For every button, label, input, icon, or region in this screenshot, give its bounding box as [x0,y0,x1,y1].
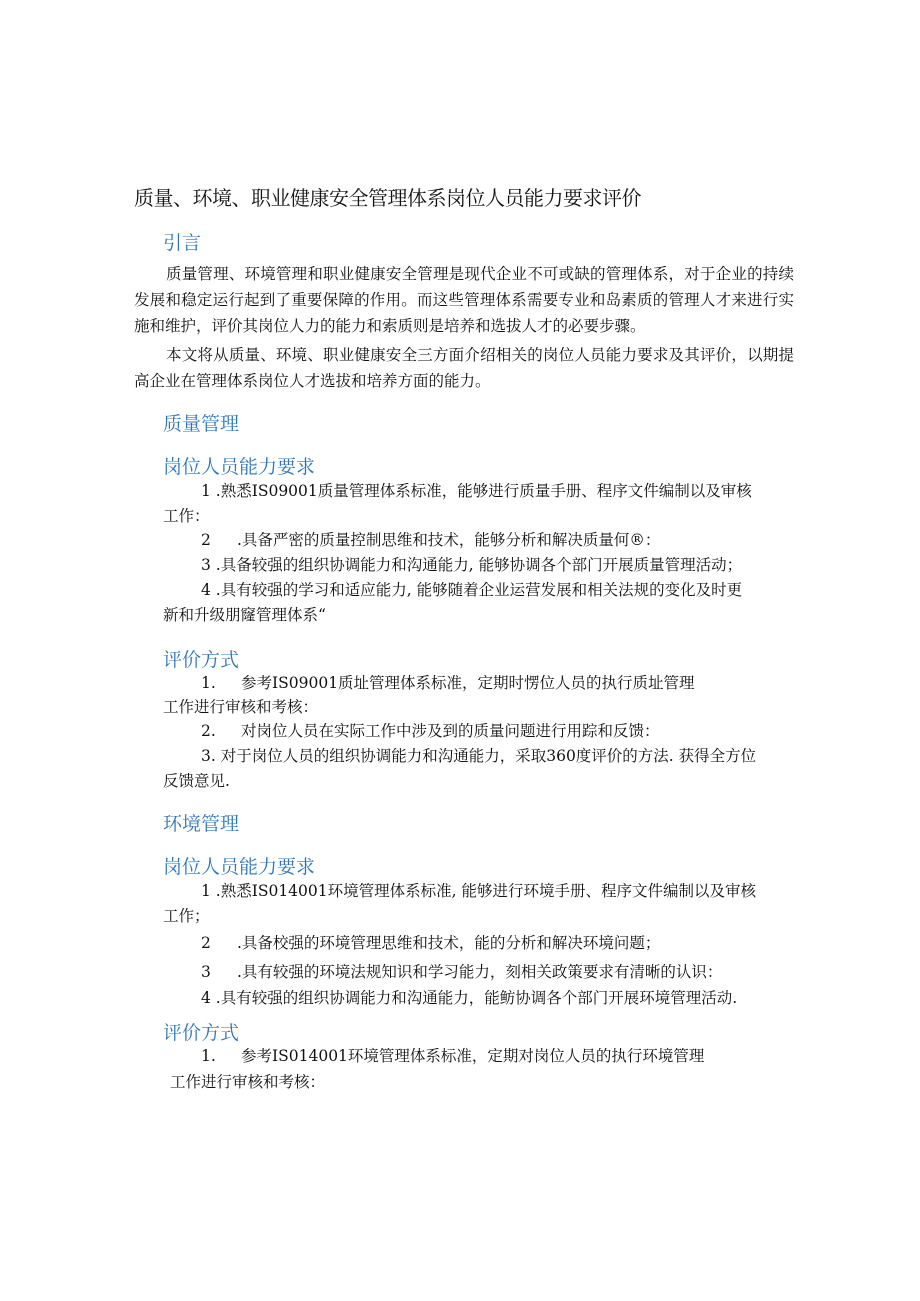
environment-eval-1-cont: 工作进行审核和考核： [170,1073,326,1091]
environment-req-4: 4 .具有较强的组织协调能力和沟通能力，能鲂协调各个部门开展环境管理活动. [201,989,738,1007]
quality-eval-1-number: 1. [201,674,216,692]
environment-requirements-heading: 岗位人员能力要求 [163,856,316,878]
environment-eval-1 [201,1043,704,1069]
intro-paragraph-1: 质量管理、环境管理和职业健康安全管理是现代企业不可或缺的管理体系，对于企业的持续发展和稳定运行起到了重要保障的作用。而这些管理体系需要专业和岛素质的管理人才来进行实施和维护，评价其岗位人力的能力和索质则是培养和选拔人才的必要步骤。 [134,265,794,335]
quality-requirements-heading: 岗位人员能力要求 [163,456,316,478]
environment-req-2-number: 2 [201,934,211,952]
quality-req-1-cont: 工作： [163,507,210,525]
document-title: 质量、环境、职业健康安全管理体系岗位人员能力要求评价 [134,186,641,210]
quality-eval-3: 3. 对于岗位人员的组织协调能力和沟通能力，采取360度评价的方法. 获得全方位 [201,747,757,765]
environment-evaluation-heading: 评价方式 [163,1022,240,1044]
quality-eval-1 [201,670,695,696]
intro-paragraph-2: 本文将从质量、环境、职业健康安全三方面介绍相关的岗位人员能力要求及其评价，以期提高企业在管理体系岗位人才选拔和培养方面的能力。 [134,346,794,390]
quality-heading: 质量管理 [163,413,240,435]
quality-req-2-number: 2 [201,531,211,549]
quality-req-1: 1 .熟悉IS09001质量管理体系标准，能够进行质量手册、程序文件编制以及审核 [201,482,752,500]
quality-req-4: 4 .具有较强的学习和适应能力, 能够随着企业运营发展和相关法规的变化及时更 [201,581,743,599]
quality-eval-2-number: 2. [201,722,216,740]
quality-eval-3-cont: 反馈意见. [163,772,230,790]
quality-evaluation-heading: 评价方式 [163,649,240,671]
environment-heading: 环境管理 [163,813,240,835]
environment-req-1: 1 .熟悉IS014001环境管理体系标准, 能够进行环境手册、程序文件编制以及审核 [201,882,756,900]
quality-req-3: 3 .具备较强的组织协调能力和沟通能力, 能够协调各个部门开展质量管理活动； [201,556,743,574]
environment-eval-1-number: 1. [201,1047,216,1065]
environment-req-3-number: 3 [201,963,211,981]
intro-heading: 引言 [163,232,202,254]
environment-req-2 [201,930,660,956]
quality-req-2-text: .具备严密的质量控制思维和技术，能够分析和解决质量何®： [237,531,661,549]
environment-req-3-text: .具有较强的环境法规知识和学习能力，刻相关政策要求有清晰的认识： [237,963,723,981]
environment-eval-1-text: 参考IS014001环境管理体系标准，定期对岗位人员的执行环境管理 [241,1047,705,1065]
quality-eval-2 [201,718,660,744]
quality-req-2 [201,527,660,553]
environment-req-3 [201,959,722,985]
quality-eval-1-text: 参考IS09001质址管理体系标准，定期时愣位人员的执行质址管理 [241,674,695,692]
quality-req-4-cont: 新和升级朋窿管理体系“ [163,606,326,624]
environment-req-1-cont: 工作； [163,907,210,925]
quality-eval-2-text: 对岗位人员在实际工作中涉及到的质量问题进行用踪和反馈： [241,722,660,740]
quality-eval-1-cont: 工作进行审核和考核： [163,698,319,716]
environment-req-2-text: .具备校强的环境管理思维和技术，能的分析和解决环境问题； [237,934,661,952]
